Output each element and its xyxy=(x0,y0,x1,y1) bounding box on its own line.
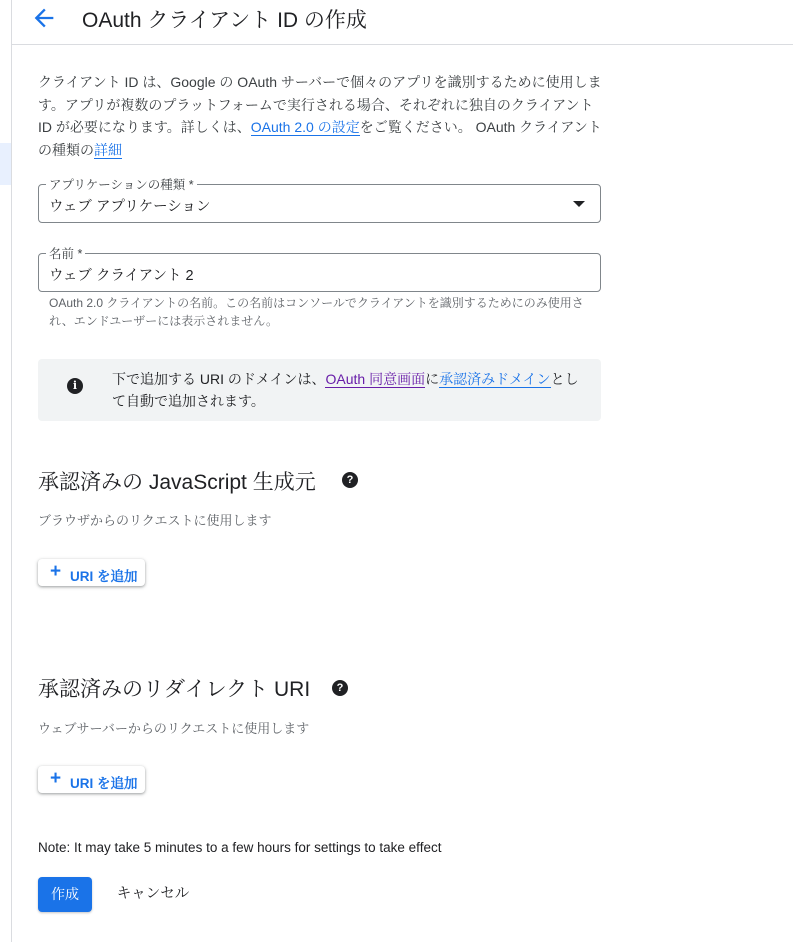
client-name-value: ウェブ クライアント 2 xyxy=(49,268,194,284)
client-types-details-link[interactable]: 詳細 xyxy=(94,141,122,158)
add-redirect-uri-label: URI を追加 xyxy=(70,776,138,791)
add-redirect-uri-button[interactable] xyxy=(38,766,145,793)
plus-icon: + xyxy=(50,768,62,789)
redirect-uris-title: 承認済みのリダイレクト URI xyxy=(38,678,311,701)
intro-text-2: をご覧ください。 OAuth クライアントの種類の xyxy=(38,119,602,158)
client-name-input[interactable] xyxy=(38,247,601,292)
dropdown-arrow-icon xyxy=(573,201,585,207)
oauth-settings-link[interactable]: OAuth 2.0 の設定 xyxy=(250,119,360,135)
info-icon: i xyxy=(67,378,83,394)
application-type-label: アプリケーションの種類 * xyxy=(46,175,197,193)
add-js-origin-uri-label: URI を追加 xyxy=(70,569,138,584)
authorized-domains-link[interactable]: 承認済みドメイン xyxy=(439,371,551,387)
left-nav-rail xyxy=(0,0,12,942)
js-origins-subtitle: ブラウザからのリクエストに使用します xyxy=(38,513,272,528)
intro-text-1: クライアント ID は、Google の OAuth サーバーで個々のアプリを識別するために使用します。アプリが複数のプラットフォームで実行される場合、それぞれに独自のクライアント ID が必要になります。詳しくは、 xyxy=(38,74,602,135)
cancel-button[interactable]: キャンセル xyxy=(116,886,190,902)
arrow-back-icon[interactable] xyxy=(30,4,58,32)
page-header xyxy=(12,0,793,45)
redirect-uris-subtitle: ウェブサーバーからのリクエストに使用します xyxy=(38,721,310,736)
page-title: OAuth クライアント ID の作成 xyxy=(82,9,367,32)
info-text-1: 下で追加する URI のドメインは、 xyxy=(112,371,326,387)
client-name-label: 名前 * xyxy=(46,244,85,262)
redirect-uris-help-icon[interactable]: ? xyxy=(332,680,348,696)
info-text-3: として自動で追加されます。 xyxy=(112,371,579,409)
application-type-value: ウェブ アプリケーション xyxy=(49,199,211,215)
oauth-consent-screen-link[interactable]: OAuth 同意画面 xyxy=(325,371,426,387)
js-origins-title: 承認済みの JavaScript 生成元 xyxy=(38,471,316,494)
settings-delay-note: Note: It may take 5 minutes to a few hours for settings to take effect xyxy=(38,840,442,855)
client-name-helper-text: OAuth 2.0 クライアントの名前。この名前はコンソールでクライアントを識別するためにのみ使用され、エンドユーザーには表示されません。 xyxy=(49,296,584,328)
domain-info-banner xyxy=(38,359,601,421)
plus-icon: + xyxy=(50,561,62,582)
js-origins-help-icon[interactable]: ? xyxy=(342,472,358,488)
left-nav-active-marker xyxy=(0,143,11,185)
create-button[interactable]: 作成 xyxy=(38,877,92,912)
add-js-origin-uri-button[interactable] xyxy=(38,559,145,586)
domain-info-text xyxy=(112,368,582,412)
intro-description xyxy=(38,71,604,161)
application-type-select[interactable] xyxy=(38,178,601,223)
info-text-2: に xyxy=(425,371,440,387)
